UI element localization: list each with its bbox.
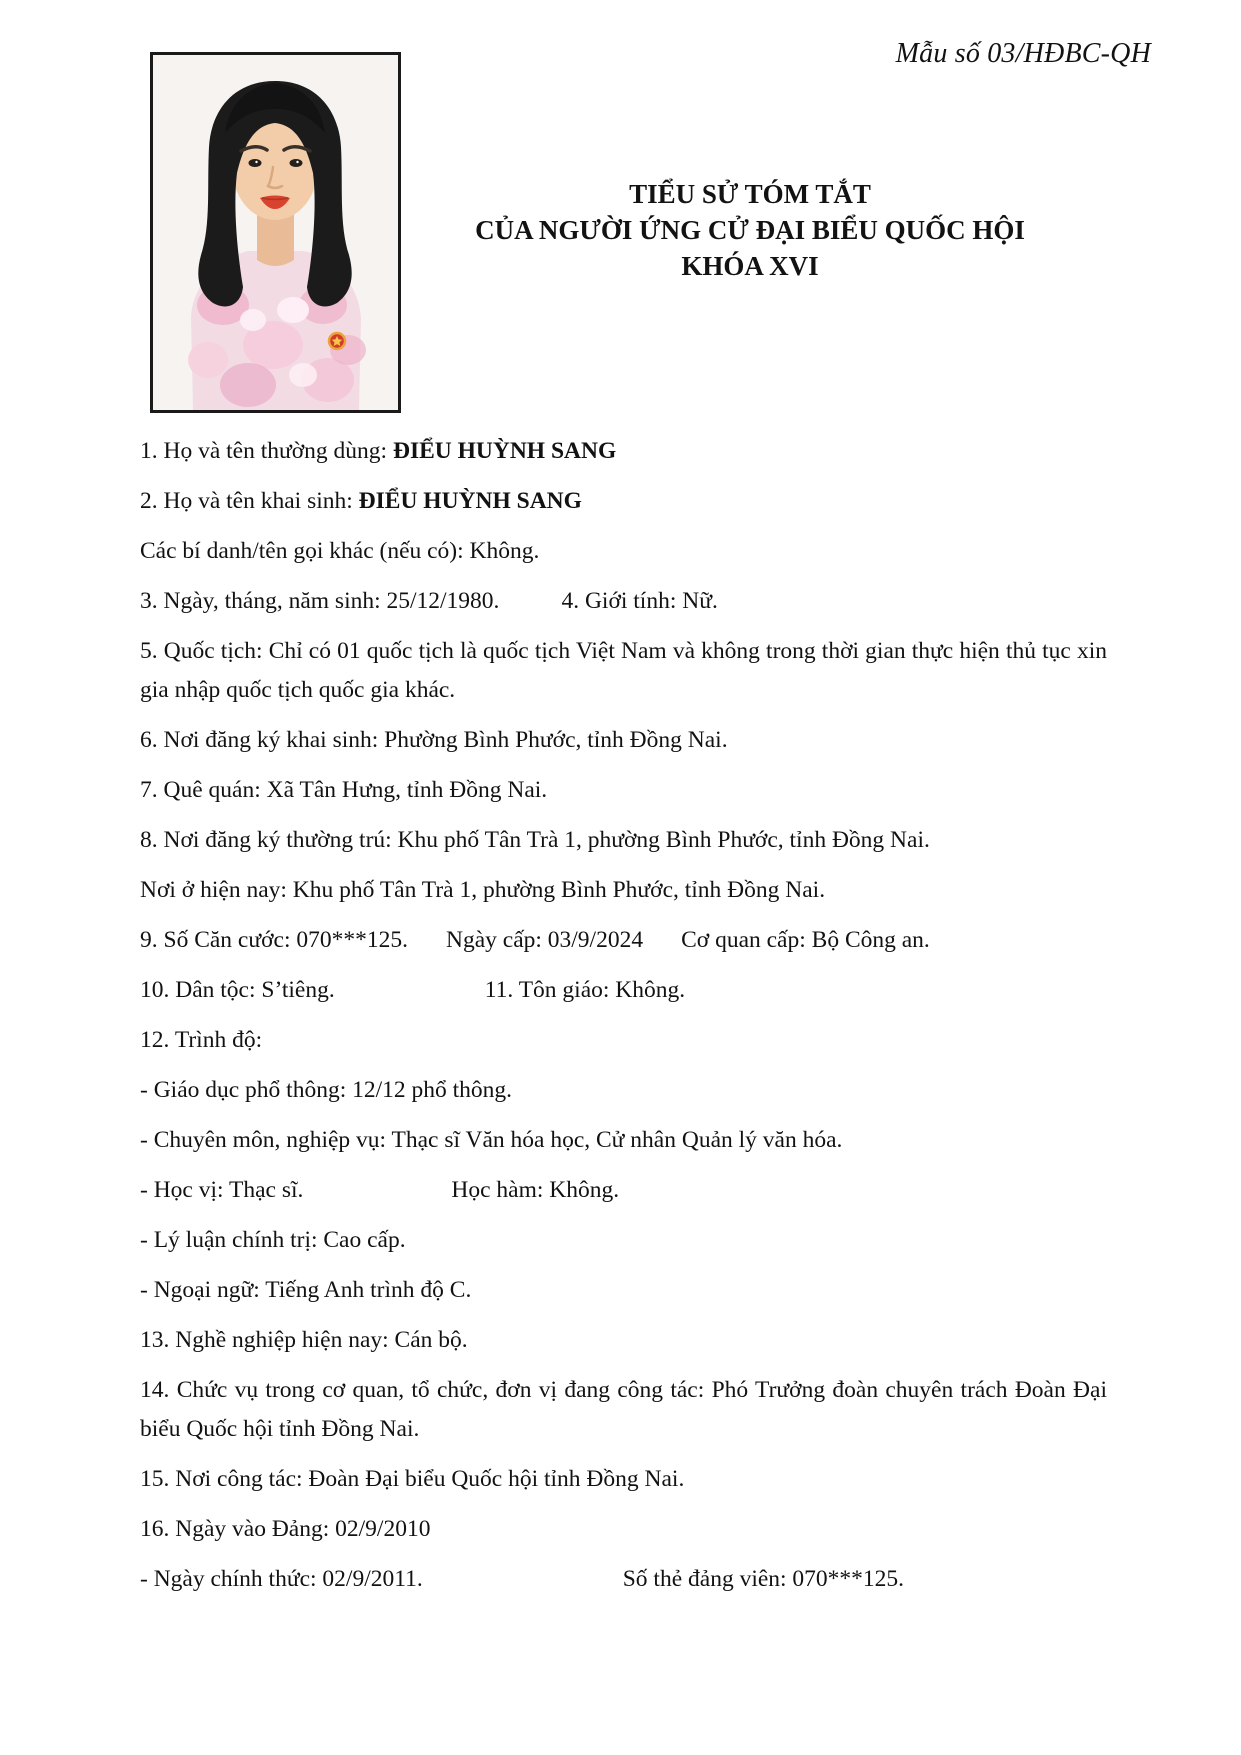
field-id-card bbox=[140, 921, 1107, 960]
field-hometown: 7. Quê quán: Xã Tân Hưng, tỉnh Đồng Nai. bbox=[140, 777, 548, 803]
field-birth-name bbox=[140, 482, 1107, 521]
field-current-residence: Nơi ở hiện nay: Khu phố Tân Trà 1, phường Bình Phước, tỉnh Đồng Nai. bbox=[140, 877, 826, 903]
field-birth-registration-place: 6. Nơi đăng ký khai sinh: Phường Bình Phước, tỉnh Đồng Nai. bbox=[140, 727, 728, 753]
field-dob: 3. Ngày, tháng, năm sinh: 25/12/1980. bbox=[140, 588, 500, 614]
field-academic-title: Học hàm: Không. bbox=[451, 1177, 620, 1203]
field-label: 2. Họ và tên khai sinh: bbox=[140, 488, 359, 514]
field-common-name bbox=[140, 432, 1107, 471]
field-dob-gender bbox=[140, 582, 1107, 621]
field-party-join-date: 16. Ngày vào Đảng: 02/9/2010 bbox=[140, 1516, 431, 1542]
field-foreign-language: - Ngoại ngữ: Tiếng Anh trình độ C. bbox=[140, 1277, 472, 1303]
field-nationality: 5. Quốc tịch: Chỉ có 01 quốc tịch là quốc tịch Việt Nam và không trong thời gian thực hiện thủ tục xin gia nhập quốc tịch quốc gia khác. bbox=[140, 638, 1107, 703]
field-gender: 4. Giới tính: Nữ. bbox=[561, 588, 718, 614]
field-party-card-number: Số thẻ đảng viên: 070***125. bbox=[622, 1566, 905, 1592]
field-aliases: Các bí danh/tên gọi khác (nếu có): Không. bbox=[140, 538, 540, 564]
field-general-education: - Giáo dục phổ thông: 12/12 phổ thông. bbox=[140, 1077, 513, 1103]
field-value: ĐIỂU HUỲNH SANG bbox=[358, 488, 582, 514]
field-current-occupation: 13. Nghề nghiệp hiện nay: Cán bộ. bbox=[140, 1327, 468, 1353]
field-degree-title bbox=[140, 1171, 1107, 1210]
candidate-photo bbox=[150, 52, 401, 413]
document-title bbox=[392, 176, 1108, 284]
field-ethnicity: 10. Dân tộc: S’tiêng. bbox=[140, 977, 335, 1003]
biography-content bbox=[140, 432, 1107, 1610]
field-political-theory: - Lý luận chính trị: Cao cấp. bbox=[140, 1227, 406, 1253]
field-party-official bbox=[140, 1560, 1107, 1599]
field-party-official-date: - Ngày chính thức: 02/9/2011. bbox=[140, 1566, 423, 1592]
field-ethnicity-religion bbox=[140, 971, 1107, 1010]
title-line-2: CỦA NGƯỜI ỨNG CỬ ĐẠI BIỂU QUỐC HỘI bbox=[475, 215, 1025, 245]
field-education-heading: 12. Trình độ: bbox=[140, 1027, 263, 1053]
field-id-issue-date: Ngày cấp: 03/9/2024 bbox=[445, 927, 644, 953]
field-academic-degree: - Học vị: Thạc sĩ. bbox=[140, 1177, 304, 1203]
field-id-issuer: Cơ quan cấp: Bộ Công an. bbox=[681, 927, 930, 953]
badge-pin bbox=[329, 333, 345, 349]
field-permanent-residence: 8. Nơi đăng ký thường trú: Khu phố Tân Trà 1, phường Bình Phước, tỉnh Đồng Nai. bbox=[140, 827, 930, 853]
portrait-image bbox=[153, 55, 398, 410]
field-position: 14. Chức vụ trong cơ quan, tổ chức, đơn vị đang công tác: Phó Trưởng đoàn chuyên trách Đoàn Đại biểu Quốc hội tỉnh Đồng Nai. bbox=[140, 1377, 1107, 1442]
field-religion: 11. Tôn giáo: Không. bbox=[484, 977, 686, 1003]
title-line-3: KHÓA XVI bbox=[681, 251, 819, 281]
form-code: Mẫu số 03/HĐBC-QH bbox=[895, 38, 1151, 69]
field-label: 1. Họ và tên thường dùng: bbox=[140, 438, 393, 464]
field-workplace: 15. Nơi công tác: Đoàn Đại biểu Quốc hội tỉnh Đồng Nai. bbox=[140, 1466, 685, 1492]
title-line-1: TIỂU SỬ TÓM TẮT bbox=[629, 179, 871, 209]
field-value: ĐIỂU HUỲNH SANG bbox=[392, 438, 617, 464]
field-professional-qualification: - Chuyên môn, nghiệp vụ: Thạc sĩ Văn hóa học, Cử nhân Quản lý văn hóa. bbox=[140, 1127, 843, 1153]
field-id-number: 9. Số Căn cước: 070***125. bbox=[140, 927, 408, 953]
